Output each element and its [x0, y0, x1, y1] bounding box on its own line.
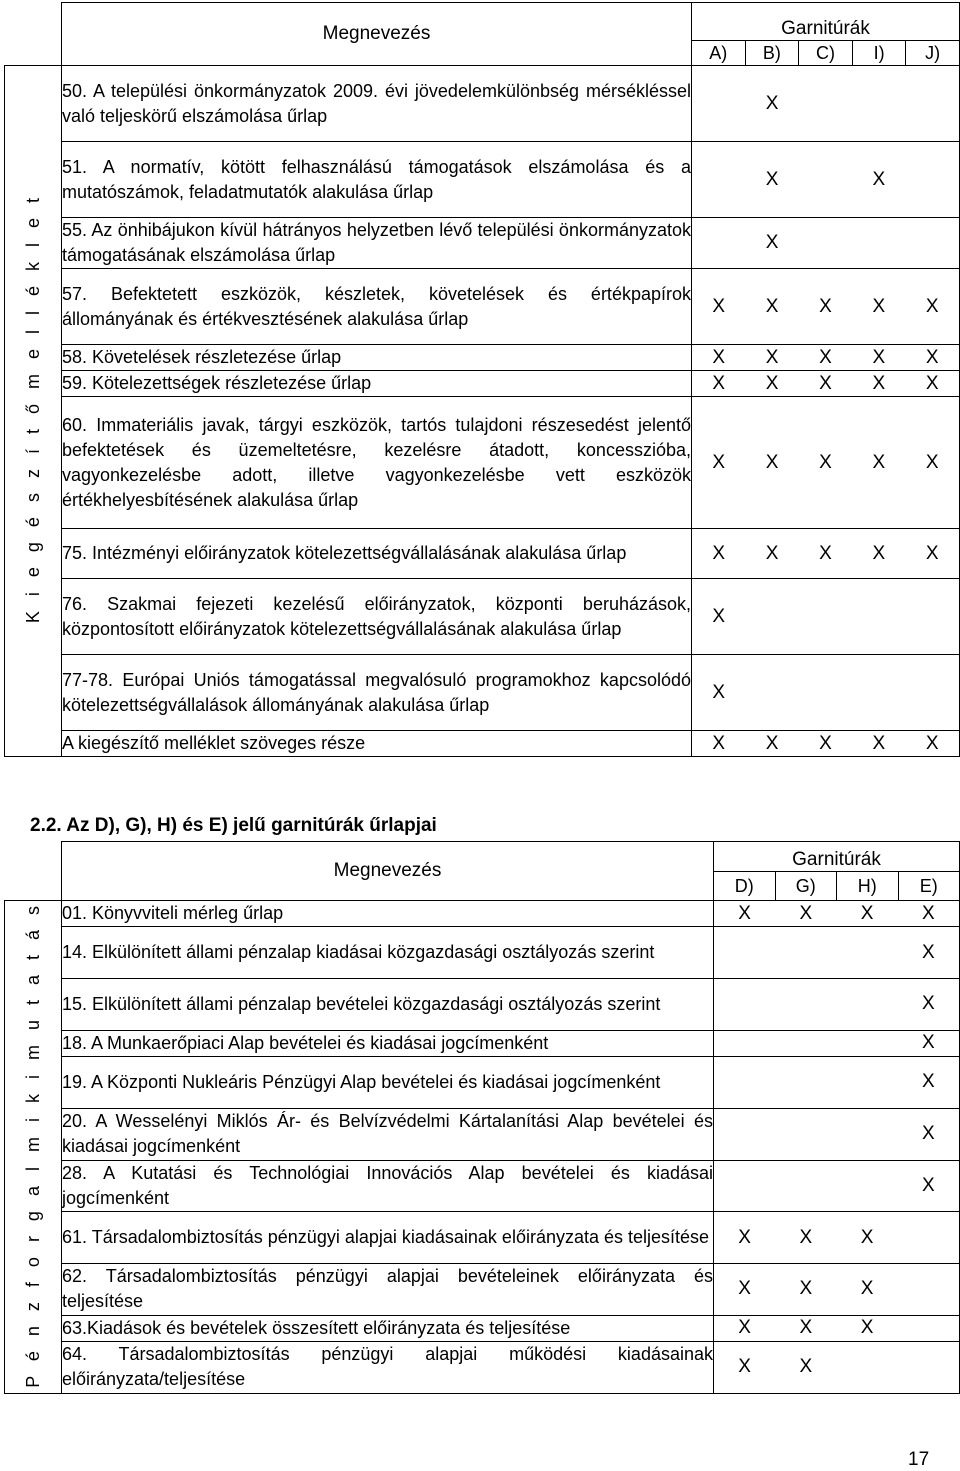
- column-label: B): [745, 41, 799, 65]
- marks: [714, 1356, 959, 1378]
- table-row: [5, 1160, 960, 1212]
- table-row: [5, 579, 960, 655]
- column-header-cell: [714, 872, 960, 901]
- mark-1: X: [712, 605, 726, 627]
- marks: [714, 993, 959, 1015]
- marks-cell: [714, 1342, 960, 1394]
- form-name: A kiegészítő melléklet szöveges része: [62, 731, 692, 757]
- column-label: D): [734, 876, 754, 896]
- marks-cell: [692, 397, 960, 529]
- form-name: 75. Intézményi előirányzatok kötelezettségvállalásának alakulása űrlap: [62, 529, 692, 579]
- mark-4: X: [922, 993, 935, 1015]
- table-row: [5, 66, 960, 142]
- marks: [692, 93, 959, 115]
- marks: [692, 169, 959, 191]
- table-row: [5, 1212, 960, 1264]
- section-title: 2.2. Az D), G), H) és E) jelű garnitúrák űrlapjai: [30, 815, 437, 836]
- table-row: [5, 901, 960, 927]
- mark-4: X: [922, 941, 935, 963]
- marks-cell: [692, 345, 960, 371]
- side-label-cell: [5, 901, 62, 1394]
- garnitura-header: Garnitúrák: [692, 3, 960, 41]
- table-row: [5, 1315, 960, 1341]
- marks: [714, 1175, 959, 1197]
- mark-2: X: [799, 1226, 813, 1248]
- form-name: 01. Könyvviteli mérleg űrlap: [62, 901, 714, 927]
- mark-5: X: [925, 542, 939, 564]
- mark-2: X: [799, 1356, 813, 1378]
- marks-cell: [692, 269, 960, 345]
- form-name: 20. A Wesselényi Miklós Ár- és Belvízvédelmi Kártalanítási Alap bevételei és kiadásai jogcímenként: [62, 1108, 714, 1160]
- table-row: [5, 529, 960, 579]
- table-row: [5, 1263, 960, 1315]
- marks-cell: [692, 579, 960, 655]
- marks-cell: [714, 1160, 960, 1212]
- mark-1: X: [712, 542, 726, 564]
- mark-1: X: [712, 346, 726, 368]
- table-row: [5, 397, 960, 529]
- name-header: Megnevezés: [62, 3, 692, 66]
- mark-3: X: [860, 1226, 874, 1248]
- header-row: [5, 842, 960, 872]
- mark-3: X: [819, 451, 832, 473]
- form-name: 61. Társadalombiztosítás pénzügyi alapjai kiadásainak előirányzata és teljesítése: [62, 1212, 714, 1264]
- form-name: 76. Szakmai fejezeti kezelésű előirányzatok, központi beruházások, központosított előirányzatok kötelezettségvállalásának alakulása űrlap: [62, 579, 692, 655]
- marks: [692, 232, 959, 254]
- marks: [714, 1071, 959, 1093]
- column-label: A): [709, 43, 728, 63]
- mark-4: X: [872, 372, 886, 394]
- marks: [714, 1123, 959, 1145]
- mark-3: X: [860, 1317, 874, 1339]
- marks-cell: [692, 655, 960, 731]
- mark-4: X: [922, 1032, 935, 1054]
- table-row: [5, 218, 960, 269]
- header-row: [5, 3, 960, 41]
- mark-3: X: [819, 295, 832, 317]
- mark-1: X: [712, 732, 726, 754]
- form-name: 77-78. Európai Uniós támogatással megvalósuló programokhoz kapcsolódó kötelezettségvállalások állományának alakulása űrlap: [62, 655, 692, 731]
- form-name: 64. Társadalombiztosítás pénzügyi alapjai működési kiadásainak előirányzata/teljesítése: [62, 1342, 714, 1394]
- mark-4: X: [922, 1123, 935, 1145]
- mark-4: X: [872, 295, 886, 317]
- mark-1: X: [712, 295, 726, 317]
- column-label: I): [852, 41, 906, 65]
- mark-4: X: [872, 732, 886, 754]
- mark-2: X: [765, 346, 779, 368]
- mark-3: X: [819, 346, 832, 368]
- form-name: 28. A Kutatási és Technológiai Innovációs Alap bevételei és kiadásai jogcímenként: [62, 1160, 714, 1212]
- mark-1: X: [738, 902, 751, 924]
- marks: [692, 347, 959, 369]
- mark-5: X: [925, 346, 939, 368]
- table-row: [5, 927, 960, 979]
- marks-cell: [714, 927, 960, 979]
- table-row: [5, 142, 960, 218]
- side-label-cell: [5, 66, 62, 757]
- mark-2: X: [765, 372, 779, 394]
- marks: [714, 1032, 959, 1054]
- marks: [692, 733, 959, 755]
- marks: [714, 1317, 959, 1339]
- marks-cell: [714, 1030, 960, 1056]
- garnitura-header: Garnitúrák: [714, 842, 960, 872]
- table-row: [5, 1108, 960, 1160]
- form-name: 60. Immateriális javak, tárgyi eszközök, tartós tulajdoni részesedést jelentő befektetések és üzemeltetésre, kezelésre átadott, koncesszióba, vagyonkezelésbe adott, illetve vagyonkezelésbe vett eszközök értékhelyesbítésének alakulása űrlap: [62, 397, 692, 529]
- form-name: 18. A Munkaerőpiaci Alap bevételei és kiadásai jogcímenként: [62, 1030, 714, 1056]
- marks-cell: [692, 529, 960, 579]
- table-row: [5, 371, 960, 397]
- form-name: 19. A Központi Nukleáris Pénzügyi Alap bevételei és kiadásai jogcímenként: [62, 1057, 714, 1109]
- mark-2: X: [765, 232, 779, 253]
- marks-cell: [692, 218, 960, 269]
- form-name: 55. Az önhibájukon kívül hátrányos helyzetben lévő települési önkormányzatok támogatásának elszámolása űrlap: [62, 218, 692, 269]
- marks: [692, 373, 959, 395]
- mark-3: X: [860, 902, 874, 924]
- marks: [692, 296, 959, 318]
- mark-1: X: [712, 372, 726, 394]
- marks: [714, 903, 959, 925]
- marks: [692, 543, 959, 565]
- mark-2: X: [765, 92, 779, 114]
- mark-5: X: [925, 295, 939, 317]
- table-row: [5, 655, 960, 731]
- mark-2: X: [799, 902, 813, 924]
- marks-cell: [714, 1315, 960, 1341]
- mark-4: X: [922, 1174, 935, 1196]
- form-name: 62. Társadalombiztosítás pénzügyi alapjai bevételeinek előirányzata és teljesítése: [62, 1263, 714, 1315]
- form-name: 58. Követelések részletezése űrlap: [62, 345, 692, 371]
- mark-3: X: [819, 372, 832, 394]
- garnitura-table-2: [4, 841, 960, 1394]
- column-label: G): [775, 872, 837, 900]
- mark-4: X: [922, 902, 935, 924]
- mark-1: X: [712, 451, 726, 473]
- mark-4: X: [872, 542, 886, 564]
- mark-2: X: [799, 1317, 813, 1339]
- marks-cell: [714, 1263, 960, 1315]
- mark-5: X: [925, 451, 939, 473]
- page-number: 17: [908, 1449, 930, 1470]
- column-labels: [692, 41, 959, 65]
- marks: [692, 452, 959, 474]
- mark-2: X: [765, 295, 779, 317]
- form-name: 50. A települési önkormányzatok 2009. évi jövedelemkülönbség mérsékléssel való teljeskörű elszámolása űrlap: [62, 66, 692, 142]
- corner-cell: [5, 3, 62, 66]
- marks: [714, 1227, 959, 1249]
- marks-cell: [692, 66, 960, 142]
- table-row: [5, 731, 960, 757]
- side-label: K i e g é s z í t ő m e l l é k l e t: [22, 193, 43, 624]
- marks-cell: [692, 371, 960, 397]
- marks: [714, 1278, 959, 1300]
- mark-4: X: [922, 1071, 935, 1093]
- table-row: [5, 345, 960, 371]
- marks-cell: [714, 901, 960, 927]
- mark-1: X: [738, 1356, 751, 1378]
- mark-2: X: [765, 451, 779, 473]
- table-row: [5, 1057, 960, 1109]
- column-labels: [714, 872, 959, 900]
- column-label: J): [905, 41, 959, 65]
- mark-3: X: [860, 1278, 874, 1300]
- column-label: C): [798, 41, 852, 65]
- mark-1: X: [712, 681, 726, 703]
- form-name: 15. Elkülönített állami pénzalap bevételei közgazdasági osztályozás szerint: [62, 979, 714, 1031]
- mark-1: X: [738, 1278, 751, 1300]
- marks-cell: [692, 731, 960, 757]
- form-name: 57. Befektetett eszközök, készletek, követelések és értékpapírok állományának és értékvesztésének alakulása űrlap: [62, 269, 692, 345]
- form-name: 14. Elkülönített állami pénzalap kiadásai közgazdasági osztályozás szerint: [62, 927, 714, 979]
- marks: [692, 682, 959, 704]
- corner-cell: [5, 842, 62, 901]
- mark-2: X: [765, 168, 779, 190]
- marks-cell: [714, 1212, 960, 1264]
- column-label: H): [836, 872, 898, 900]
- marks-cell: [714, 1108, 960, 1160]
- mark-5: X: [925, 372, 939, 394]
- column-header-cell: [692, 41, 960, 66]
- marks: [714, 942, 959, 964]
- table-row: [5, 1342, 960, 1394]
- mark-3: X: [819, 732, 832, 754]
- form-name: 63.Kiadások és bevételek összesített előirányzata és teljesítése: [62, 1315, 714, 1341]
- form-name: 59. Kötelezettségek részletezése űrlap: [62, 371, 692, 397]
- marks: [692, 606, 959, 628]
- mark-2: X: [765, 732, 779, 754]
- table-row: [5, 1030, 960, 1056]
- table-row: [5, 979, 960, 1031]
- mark-3: X: [819, 542, 832, 564]
- mark-4: X: [872, 346, 886, 368]
- mark-1: X: [738, 1317, 751, 1339]
- column-label: E): [898, 872, 960, 900]
- marks-cell: [714, 1057, 960, 1109]
- table-row: [5, 269, 960, 345]
- side-label: P é n z f o r g a l m i k i m u t a t á s: [22, 901, 43, 1388]
- garnitura-table-1: [4, 2, 960, 757]
- marks-cell: [692, 142, 960, 218]
- mark-2: X: [799, 1278, 813, 1300]
- mark-2: X: [765, 542, 779, 564]
- form-name: 51. A normatív, kötött felhasználású támogatások elszámolása és a mutatószámok, feladatmutatók alakulása űrlap: [62, 142, 692, 218]
- marks-cell: [714, 979, 960, 1031]
- mark-4: X: [872, 168, 886, 190]
- mark-4: X: [872, 451, 886, 473]
- mark-1: X: [738, 1226, 751, 1248]
- name-header: Megnevezés: [62, 842, 714, 901]
- mark-5: X: [925, 732, 939, 754]
